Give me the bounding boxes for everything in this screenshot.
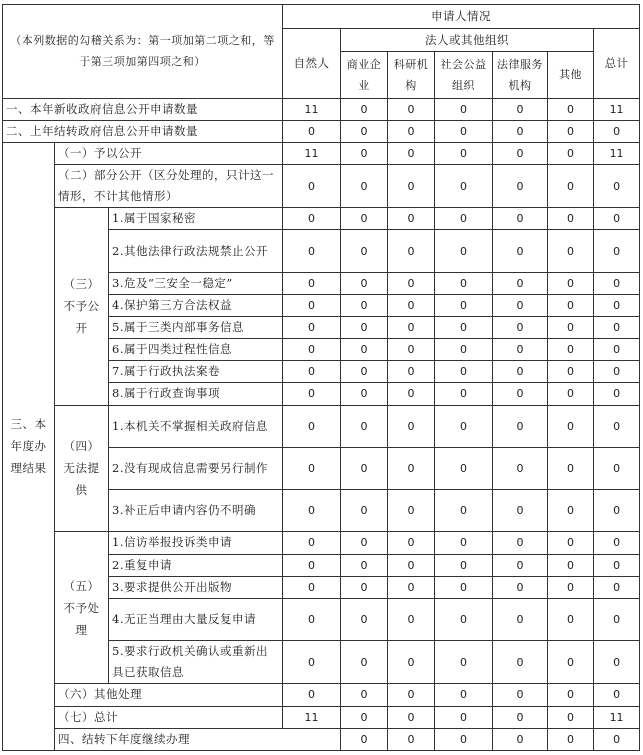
- value-cell: 0: [341, 447, 388, 489]
- value-cell: 0: [283, 317, 341, 339]
- value-cell: 0: [594, 532, 640, 554]
- value-cell: 0: [548, 272, 594, 294]
- value-cell: 0: [283, 361, 341, 383]
- sub-label: 4.无正当理由大量反复申请: [109, 598, 283, 640]
- value-cell: 0: [594, 165, 640, 208]
- natural-person-header: 自然人: [283, 29, 341, 98]
- value-cell: 0: [594, 230, 640, 272]
- value-cell: 0: [493, 447, 548, 489]
- value-cell: 0: [388, 230, 435, 272]
- value-cell: 0: [283, 554, 341, 576]
- sub-label: 5.要求行政机关确认或重新出具已获取信息: [109, 641, 283, 684]
- value-cell: 0: [493, 405, 548, 447]
- value-cell: 0: [548, 230, 594, 272]
- value-cell: 0: [341, 98, 388, 120]
- value-cell: 0: [341, 490, 388, 532]
- value-cell: 0: [493, 598, 548, 640]
- value-cell: 0: [493, 641, 548, 684]
- value-cell: 0: [594, 684, 640, 706]
- value-cell: 0: [548, 165, 594, 208]
- value-cell: 0: [435, 361, 493, 383]
- value-cell: 0: [594, 317, 640, 339]
- value-cell: 0: [548, 447, 594, 489]
- value-cell: 0: [548, 706, 594, 728]
- value-cell: 0: [493, 120, 548, 142]
- value-cell: 0: [283, 405, 341, 447]
- value-cell: 0: [594, 490, 640, 532]
- legal-group-header: 法人或其他组织: [341, 29, 594, 52]
- sub-label: 1.本机关不掌握相关政府信息: [109, 405, 283, 447]
- group4-label: （四）无法提供: [55, 405, 109, 532]
- group3-label: （三）不予公开: [55, 208, 109, 405]
- value-cell: 0: [341, 339, 388, 361]
- value-cell: 0: [283, 165, 341, 208]
- value-cell: 0: [388, 598, 435, 640]
- value-cell: 0: [548, 641, 594, 684]
- value-cell: 0: [341, 684, 388, 706]
- value-cell: 0: [594, 576, 640, 598]
- value-cell: 0: [435, 598, 493, 640]
- value-cell: 0: [493, 98, 548, 120]
- value-cell: 0: [388, 532, 435, 554]
- table-row: [3, 208, 640, 230]
- value-cell: 11: [594, 142, 640, 164]
- row-label: （一）予以公开: [55, 142, 283, 164]
- value-cell: 0: [435, 98, 493, 120]
- value-cell: 0: [548, 317, 594, 339]
- value-cell: 0: [548, 576, 594, 598]
- value-cell: 0: [341, 208, 388, 230]
- value-cell: 0: [388, 405, 435, 447]
- research-header: 科研机构: [388, 52, 435, 98]
- applicant-header: 申请人情况: [283, 5, 640, 29]
- value-cell: 0: [594, 383, 640, 405]
- value-cell: 0: [388, 490, 435, 532]
- row-label: 二、上年结转政府信息公开申请数量: [3, 120, 283, 142]
- value-cell: 0: [548, 728, 594, 750]
- value-cell: 0: [548, 98, 594, 120]
- value-cell: 0: [435, 142, 493, 164]
- value-cell: 0: [435, 230, 493, 272]
- value-cell: 0: [594, 339, 640, 361]
- value-cell: 0: [388, 728, 435, 750]
- disclosure-table: [2, 4, 640, 751]
- table-row: [3, 120, 640, 142]
- value-cell: 0: [493, 208, 548, 230]
- sub-label: 3.危及“三安全一稳定”: [109, 272, 283, 294]
- commercial-header: 商业企业: [341, 52, 388, 98]
- value-cell: 0: [341, 576, 388, 598]
- value-cell: 0: [388, 98, 435, 120]
- value-cell: 0: [435, 447, 493, 489]
- value-cell: 0: [548, 684, 594, 706]
- table-row: [3, 98, 640, 120]
- sub-label: 3.补正后申请内容仍不明确: [109, 490, 283, 532]
- value-cell: 0: [594, 447, 640, 489]
- value-cell: 0: [594, 405, 640, 447]
- value-cell: 0: [435, 405, 493, 447]
- row-label: （七）总计: [55, 706, 283, 728]
- value-cell: 0: [341, 706, 388, 728]
- value-cell: 0: [435, 317, 493, 339]
- row-label: 一、本年新收政府信息公开申请数量: [3, 98, 283, 120]
- value-cell: 0: [283, 532, 341, 554]
- value-cell: 0: [388, 317, 435, 339]
- value-cell: 0: [493, 317, 548, 339]
- sub-label: 1.信访举报投诉类申请: [109, 532, 283, 554]
- sub-label: 2.没有现成信息需要另行制作: [109, 447, 283, 489]
- value-cell: 0: [283, 641, 341, 684]
- table-row: [3, 532, 640, 554]
- value-cell: 0: [388, 339, 435, 361]
- value-cell: 0: [594, 554, 640, 576]
- group5-label: （五）不予处理: [55, 532, 109, 684]
- sub-label: 6.属于四类过程性信息: [109, 339, 283, 361]
- value-cell: 0: [341, 361, 388, 383]
- value-cell: 0: [493, 554, 548, 576]
- other-header: 其他: [548, 52, 594, 98]
- value-cell: 0: [341, 317, 388, 339]
- table-row: [3, 165, 640, 208]
- value-cell: 0: [341, 728, 388, 750]
- table-row: [3, 728, 640, 750]
- value-cell: 0: [548, 339, 594, 361]
- value-cell: 0: [493, 361, 548, 383]
- value-cell: 0: [283, 447, 341, 489]
- row-label: （六）其他处理: [55, 684, 283, 706]
- legal-service-header: 法律服务机构: [493, 52, 548, 98]
- sub-label: 3.要求提供公开出版物: [109, 576, 283, 598]
- value-cell: 0: [388, 142, 435, 164]
- value-cell: 0: [283, 208, 341, 230]
- value-cell: 0: [341, 294, 388, 316]
- value-cell: 0: [283, 339, 341, 361]
- value-cell: 0: [548, 361, 594, 383]
- value-cell: 0: [341, 554, 388, 576]
- value-cell: 0: [341, 230, 388, 272]
- row-label: （二）部分公开（区分处理的，只计这一情形，不计其他情形）: [55, 165, 283, 208]
- value-cell: 0: [548, 142, 594, 164]
- value-cell: 0: [283, 230, 341, 272]
- value-cell: 0: [548, 490, 594, 532]
- value-cell: 0: [388, 554, 435, 576]
- value-cell: 0: [435, 294, 493, 316]
- value-cell: 0: [341, 405, 388, 447]
- sub-label: 2.重复申请: [109, 554, 283, 576]
- value-cell: 0: [435, 490, 493, 532]
- value-cell: 0: [341, 272, 388, 294]
- value-cell: 11: [283, 98, 341, 120]
- value-cell: 0: [388, 294, 435, 316]
- value-cell: 0: [341, 598, 388, 640]
- value-cell: 0: [388, 706, 435, 728]
- total-header: 总计: [594, 29, 640, 98]
- value-cell: 0: [283, 383, 341, 405]
- value-cell: 0: [548, 120, 594, 142]
- value-cell: 0: [594, 361, 640, 383]
- value-cell: 0: [388, 120, 435, 142]
- value-cell: 0: [283, 598, 341, 640]
- value-cell: 0: [283, 576, 341, 598]
- value-cell: 0: [435, 165, 493, 208]
- value-cell: 0: [493, 532, 548, 554]
- value-cell: 0: [341, 383, 388, 405]
- value-cell: 0: [493, 684, 548, 706]
- value-cell: 0: [283, 684, 341, 706]
- value-cell: 0: [341, 532, 388, 554]
- value-cell: 0: [388, 361, 435, 383]
- value-cell: 0: [283, 272, 341, 294]
- value-cell: 0: [435, 554, 493, 576]
- value-cell: 0: [548, 383, 594, 405]
- value-cell: 0: [493, 576, 548, 598]
- value-cell: 0: [548, 294, 594, 316]
- value-cell: 0: [435, 576, 493, 598]
- value-cell: 0: [493, 339, 548, 361]
- value-cell: 0: [594, 728, 640, 750]
- value-cell: 0: [594, 294, 640, 316]
- table-row: [3, 684, 640, 706]
- value-cell: 0: [435, 339, 493, 361]
- value-cell: 0: [435, 728, 493, 750]
- value-cell: 0: [435, 532, 493, 554]
- value-cell: 0: [493, 490, 548, 532]
- value-cell: 11: [283, 706, 341, 728]
- value-cell: 0: [548, 532, 594, 554]
- social-welfare-header: 社会公益组织: [435, 52, 493, 98]
- value-cell: 0: [283, 120, 341, 142]
- value-cell: 11: [283, 142, 341, 164]
- value-cell: 0: [493, 294, 548, 316]
- value-cell: 0: [341, 142, 388, 164]
- value-cell: 0: [594, 641, 640, 684]
- table-row: [3, 142, 640, 164]
- value-cell: 0: [283, 490, 341, 532]
- value-cell: 0: [341, 165, 388, 208]
- value-cell: 0: [594, 120, 640, 142]
- value-cell: 0: [493, 230, 548, 272]
- value-cell: 0: [435, 641, 493, 684]
- value-cell: 0: [283, 294, 341, 316]
- value-cell: 0: [341, 120, 388, 142]
- value-cell: 0: [341, 641, 388, 684]
- value-cell: 0: [594, 598, 640, 640]
- value-cell: 0: [388, 272, 435, 294]
- sub-label: 1.属于国家秘密: [109, 208, 283, 230]
- note-cell: （本列数据的勾稽关系为：第一项加第二项之和，等于第三项加第四项之和）: [3, 5, 283, 99]
- value-cell: 0: [435, 208, 493, 230]
- value-cell: 11: [594, 706, 640, 728]
- value-cell: 0: [493, 706, 548, 728]
- value-cell: 0: [435, 272, 493, 294]
- value-cell: 0: [493, 272, 548, 294]
- table-row: [3, 706, 640, 728]
- value-cell: 0: [493, 383, 548, 405]
- value-cell: 0: [548, 405, 594, 447]
- value-cell: 0: [493, 165, 548, 208]
- value-cell: 0: [594, 272, 640, 294]
- value-cell: 11: [594, 98, 640, 120]
- value-cell: 0: [435, 120, 493, 142]
- sub-label: 2.其他法律行政法规禁止公开: [109, 230, 283, 272]
- section3-label: 三、本年度办理结果: [3, 142, 55, 750]
- value-cell: 0: [388, 208, 435, 230]
- value-cell: 0: [388, 447, 435, 489]
- table-row: [3, 405, 640, 447]
- value-cell: 0: [435, 706, 493, 728]
- value-cell: 0: [594, 208, 640, 230]
- header-row-1: [3, 5, 640, 29]
- value-cell: 0: [388, 383, 435, 405]
- sub-label: 5.属于三类内部事务信息: [109, 317, 283, 339]
- value-cell: 0: [548, 598, 594, 640]
- value-cell: 0: [493, 142, 548, 164]
- value-cell: 0: [388, 576, 435, 598]
- value-cell: 0: [388, 165, 435, 208]
- value-cell: 0: [548, 208, 594, 230]
- value-cell: 0: [493, 728, 548, 750]
- sub-label: 8.属于行政查询事项: [109, 383, 283, 405]
- value-cell: 0: [435, 383, 493, 405]
- value-cell: 0: [435, 684, 493, 706]
- row-label: 四、结转下年度继续办理: [55, 728, 341, 750]
- sub-label: 7.属于行政执法案卷: [109, 361, 283, 383]
- value-cell: 0: [388, 641, 435, 684]
- sub-label: 4.保护第三方合法权益: [109, 294, 283, 316]
- value-cell: 0: [388, 684, 435, 706]
- value-cell: 0: [548, 554, 594, 576]
